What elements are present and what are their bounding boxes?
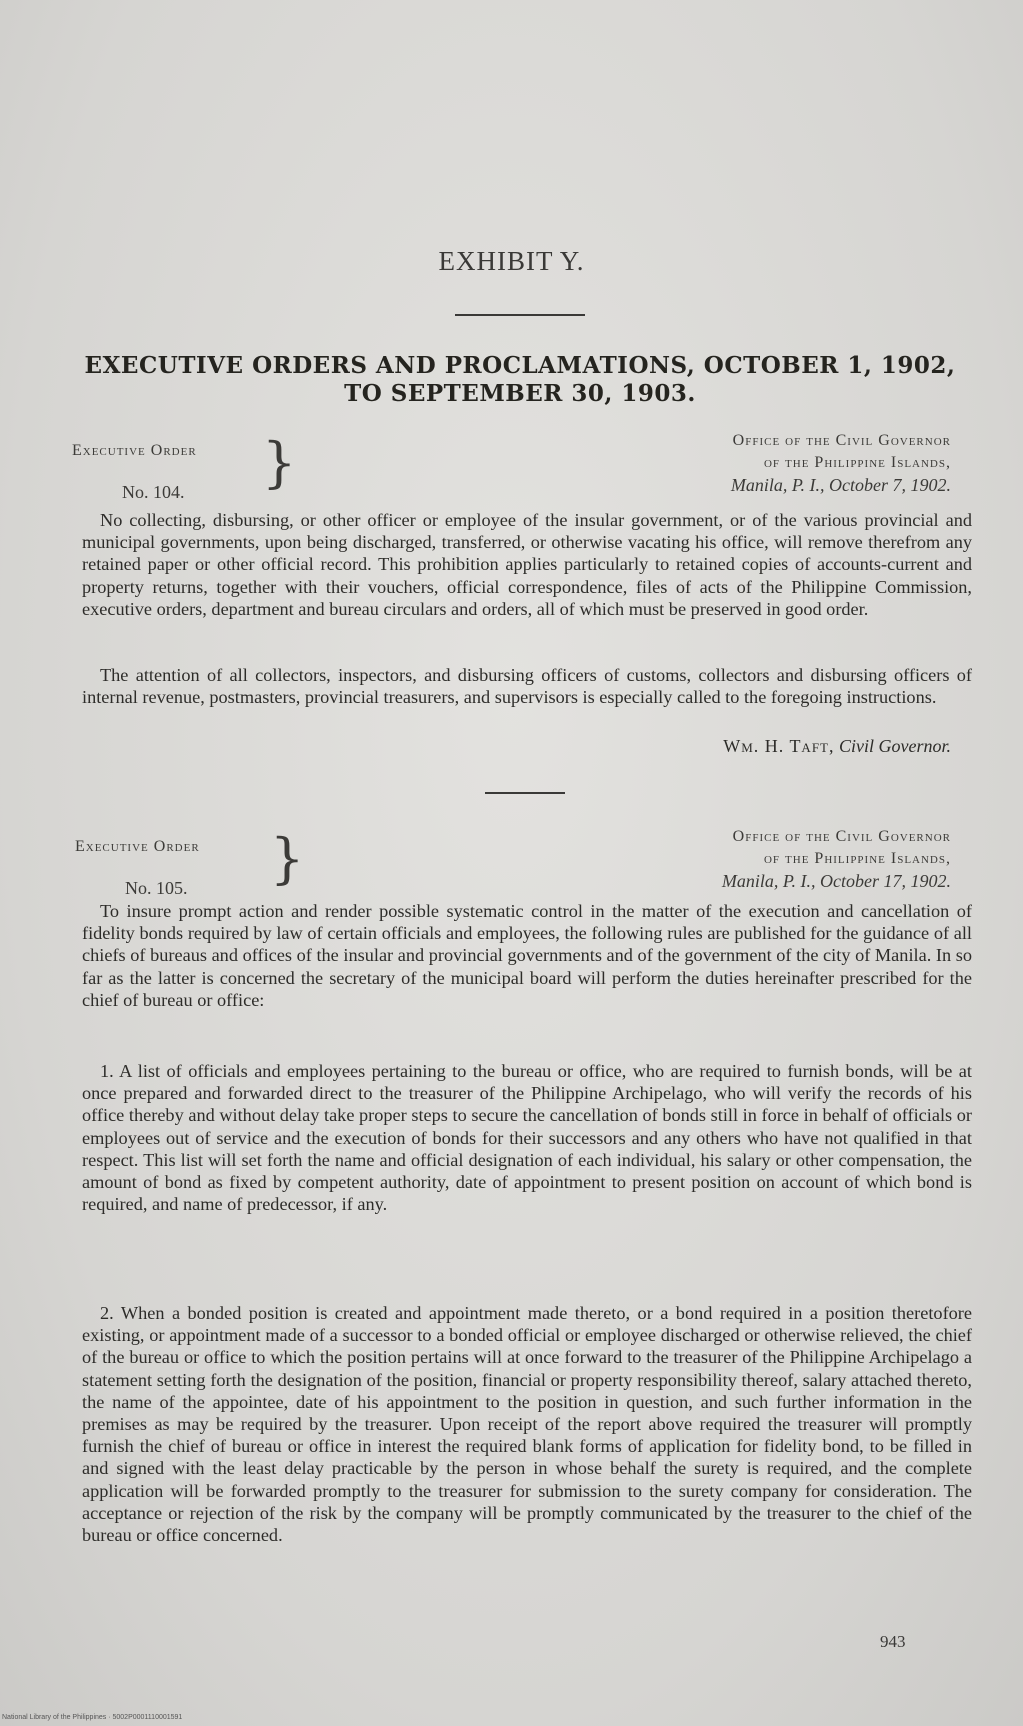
- order-104-office-line2: of the Philippine Islands,: [763, 454, 951, 471]
- main-heading: EXECUTIVE ORDERS AND PROCLAMATIONS, OCTOBER 1, 1902, TO SEPTEMBER 30, 1903.: [84, 352, 956, 407]
- page-number: 943: [880, 1632, 906, 1651]
- order-104-number: No. 104.: [122, 482, 185, 502]
- order-104-office: [451, 430, 951, 496]
- order-104-place-date: Manila, P. I., October 7, 1902.: [730, 475, 951, 495]
- order-104-label: Executive Order: [72, 442, 197, 459]
- order-104-label-block: [72, 442, 272, 512]
- order-105-paragraph: 2. When a bonded position is created and appointment made thereto, or a bond required in a position theretofore existing, or appointment made of a successor to a bonded official or employee discharged or otherwise relieved, the chief of the bureau or office to which the position pertains will at once forward to the treasurer of the Philippine Archipelago a statement setting forth the designation of the position, financial or property responsibility thereof, salary attached thereto, the name of the appointee, date of his appointment to the position in question, and such further information in the premises as may be required by the treasurer. Upon receipt of the report above required the treasurer will promptly furnish the chief of bureau or office in interest the required blank forms of application for fidelity bond, to be filled in and signed with the least delay practicable by the person in whose behalf the surety is required, and the complete application will be forwarded promptly to the treasurer for submission to the surety company for consideration. The acceptance or rejection of the risk by the company will be promptly communicated by the treasurer to the chief of the bureau or office concerned.: [82, 1303, 972, 1546]
- order-105-place-date: Manila, P. I., October 17, 1902.: [721, 871, 951, 891]
- signature-name: Wm. H. Taft,: [723, 736, 835, 756]
- section-rule: [485, 792, 565, 794]
- exhibit-title: EXHIBIT Y.: [438, 246, 585, 276]
- order-105-office-line1: Office of the Civil Governor: [732, 828, 951, 845]
- archive-footer: National Library of the Philippines · 5002P0001110001591: [2, 1714, 183, 1721]
- order-105-office: [451, 826, 951, 892]
- order-105-office-line2: of the Philippine Islands,: [763, 850, 951, 867]
- order-104-paragraph: No collecting, disbursing, or other officer or employee of the insular government, or of the various provincial and municipal governments, upon being discharged, transferred, or otherwise vacating his office, will remove therefrom any retained paper or other official record. This prohibition applies particularly to retained copies of accounts-current and property returns, together with their vouchers, official correspondence, files of acts of the Philippine Commission, executive orders, department and bureau circulars and orders, all of which must be preserved in good order.: [82, 510, 972, 619]
- order-105-label: Executive Order: [75, 838, 200, 855]
- order-104-brace: }: [262, 431, 297, 494]
- order-104-paragraph: The attention of all collectors, inspectors, and disbursing officers of customs, collectors and disbursing officers of internal revenue, postmasters, provincial treasurers, and supervisors is especially called to the foregoing instructions.: [82, 665, 972, 708]
- order-105-paragraph: To insure prompt action and render possible systematic control in the matter of the execution and cancellation of fidelity bonds required by law of certain officials and employees, the following rules are published for the guidance of all chiefs of bureaus and offices of the insular and provincial governments and of the government of the city of Manila. In so far as the latter is concerned the secretary of the municipal board will perform the duties hereinafter prescribed for the chief of bureau or office:: [82, 901, 972, 1010]
- order-104-signature: [723, 736, 951, 757]
- order-105-label-block: [75, 838, 275, 908]
- title-rule: [455, 314, 585, 316]
- order-105-number: No. 105.: [125, 878, 188, 898]
- order-105-brace: }: [270, 827, 305, 890]
- order-105-paragraph: 1. A list of officials and employees pertaining to the bureau or office, who are required to furnish bonds, will be at once prepared and forwarded direct to the treasurer of the Philippine Archipelago, who will verify the records of his office thereby and without delay take proper steps to secure the cancellation of bonds still in force in behalf of officials or employees out of service and the execution of bonds for their successors and any others who have not qualified in that respect. This list will set forth the name and official designation of each individual, his salary or other compensation, the amount of bond as fixed by competent authority, date of appointment to present position on account of which bond is required, and name of predecessor, if any.: [82, 1061, 972, 1215]
- signature-title: Civil Governor.: [839, 736, 951, 756]
- order-104-office-line1: Office of the Civil Governor: [732, 432, 951, 449]
